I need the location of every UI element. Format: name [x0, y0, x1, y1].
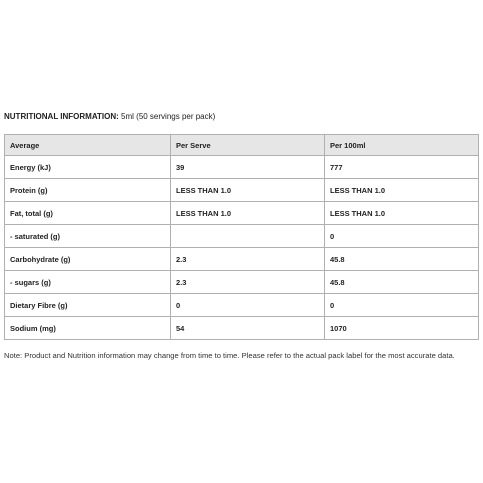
- per-serve-value: 2.3: [171, 248, 325, 271]
- table-row: [5, 317, 479, 340]
- per-100ml-value: LESS THAN 1.0: [325, 179, 479, 202]
- per-100ml-value: 1070: [325, 317, 479, 340]
- per-100ml-value: 45.8: [325, 248, 479, 271]
- header-per-100ml: Per 100ml: [325, 135, 479, 156]
- header-per-serve: Per Serve: [171, 135, 325, 156]
- heading-label: NUTRITIONAL INFORMATION:: [4, 112, 119, 121]
- per-serve-value: 39: [171, 156, 325, 179]
- disclaimer-note: Note: Product and Nutrition information may change from time to time. Please refer to the actual pack label for the most accurate data.: [4, 351, 455, 360]
- table-row: [5, 202, 479, 225]
- per-100ml-value: 0: [325, 225, 479, 248]
- table-row: [5, 294, 479, 317]
- row-label: - sugars (g): [5, 271, 171, 294]
- nutrition-heading: [4, 112, 215, 121]
- per-serve-value: 0: [171, 294, 325, 317]
- table-row: [5, 248, 479, 271]
- row-label: Carbohydrate (g): [5, 248, 171, 271]
- table-row: [5, 225, 479, 248]
- table-row: [5, 156, 479, 179]
- per-serve-value: LESS THAN 1.0: [171, 202, 325, 225]
- nutrition-table: [4, 134, 479, 340]
- row-label: Protein (g): [5, 179, 171, 202]
- per-serve-value: 54: [171, 317, 325, 340]
- per-serve-value: LESS THAN 1.0: [171, 179, 325, 202]
- row-label: - saturated (g): [5, 225, 171, 248]
- per-serve-value: 2.3: [171, 271, 325, 294]
- row-label: Sodium (mg): [5, 317, 171, 340]
- per-serve-value: [171, 225, 325, 248]
- per-100ml-value: 0: [325, 294, 479, 317]
- per-100ml-value: 777: [325, 156, 479, 179]
- per-100ml-value: LESS THAN 1.0: [325, 202, 479, 225]
- table-row: [5, 271, 479, 294]
- row-label: Dietary Fibre (g): [5, 294, 171, 317]
- header-average: Average: [5, 135, 171, 156]
- row-label: Energy (kJ): [5, 156, 171, 179]
- per-100ml-value: 45.8: [325, 271, 479, 294]
- row-label: Fat, total (g): [5, 202, 171, 225]
- serving-info: 5ml (50 servings per pack): [118, 112, 216, 121]
- table-header-row: [5, 135, 479, 156]
- table-row: [5, 179, 479, 202]
